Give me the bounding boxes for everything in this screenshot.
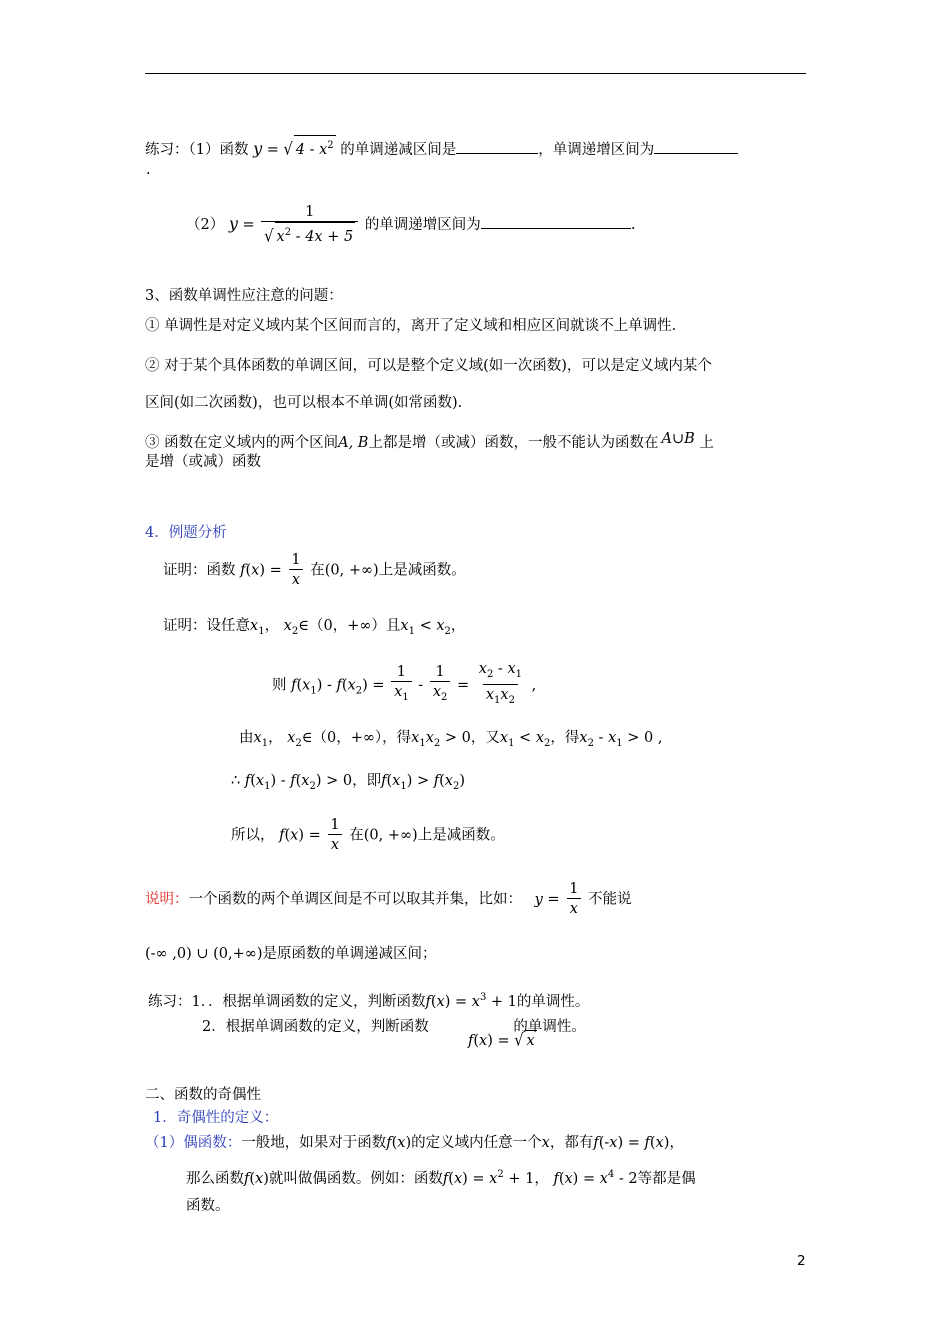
remark: 说明：一个函数的两个单调区间是不可以取其并集，比如： y = $\frac{1}{x}$ 不能说 — [145, 881, 632, 917]
sqrt-function: f(x) = √ x — [468, 1031, 535, 1051]
header-rule — [145, 73, 806, 74]
note-2-cont: 区间(如二次函数)，也可以根本不单调(如常函数). — [145, 395, 463, 411]
proof-step-3: ∴ $f(x_1) - f(x_2) > 0$，即$f(x_1) > f(x_2)$ — [231, 773, 466, 792]
practice1-line1: 练习：（1）函数 y = √ $4 - x^2$ 的单调递减区间是 ，单调递增区间为 — [145, 135, 738, 160]
practice2-line2: 2．根据单调函数的定义，判断函数 的单调性。 — [202, 1019, 586, 1035]
answer-blank[interactable] — [654, 139, 738, 154]
note-1: ① 单调性是对定义域内某个区间而言的，离开了定义域和相应区间就谈不上单调性. — [145, 318, 677, 334]
practice1-line2: （2） y = $\frac{1}{√ x^2 - 4x + 5}$ 的单调递增区间为 . — [186, 204, 636, 247]
even-def-line1: （1）偶函数：一般地，如果对于函数f(x)的定义域内任意一个x，都有f(-x) = f(x)， — [145, 1135, 684, 1151]
section-heading: 3、函数单调性应注意的问题： — [145, 288, 343, 304]
even-def-line2: 那么函数f(x)就叫做偶函数。例如：函数$f(x) = x^2 + 1$， $f(x) = x^4 - 2$等都是偶 — [186, 1169, 696, 1187]
practice2-line1: 练习：1．．根据单调函数的定义，判断函数$f(x) = x^3 + 1$的单调性。 — [148, 992, 590, 1010]
proof-step-1: 则 $f(x_1) - f(x_2)$ = $\frac{1}{x_1}$ - $\frac{1}{x_2}$ = $\frac{x_2 - x_1}{x_1x_2}$ , — [272, 660, 536, 711]
answer-blank[interactable] — [456, 139, 538, 154]
remark-line2: (-∞ ,0) ∪ (0,+∞)是原函数的单调递减区间； — [145, 946, 437, 962]
proof-step-2: 由$x_1$， $x_2\in(0$，+∞），得$x_1x_2 > 0$，又$x_1 < x_2$，得$x_2 - x_1 > 0$ , — [239, 730, 663, 749]
note-2: ② 对于某个具体函数的单调区间，可以是整个定义域(如一次函数)，可以是定义域内某个 — [145, 358, 712, 374]
proof-conclusion: 所以， f(x) = $\frac{1}{x}$ 在(0, +∞)上是减函数。 — [231, 817, 505, 853]
period: . — [146, 162, 151, 178]
example-heading: 4．例题分析 — [145, 525, 227, 541]
even-def-line3: 函数。 — [186, 1198, 230, 1214]
prove-statement: 证明：函数 f(x) = $\frac{1}{x}$ 在(0, +∞)上是减函数。 — [163, 552, 466, 588]
answer-blank[interactable] — [481, 214, 631, 229]
page-number: 2 — [797, 1253, 806, 1269]
proof-setup: 证明：设任意$x_1$， $x_2\in(0$，+∞）且$x_1 < x_2$， — [163, 618, 466, 637]
note-3-cont: 是增（或减）函数 — [145, 454, 261, 470]
subsection-heading: 1．奇偶性的定义： — [153, 1110, 279, 1126]
section-heading-parity: 二、函数的奇偶性 — [145, 1087, 261, 1103]
note-3: ③ 函数在定义域内的两个区间A, B上都是增（或减）函数，一般不能认为函数在 A∪B 上 — [145, 431, 714, 451]
